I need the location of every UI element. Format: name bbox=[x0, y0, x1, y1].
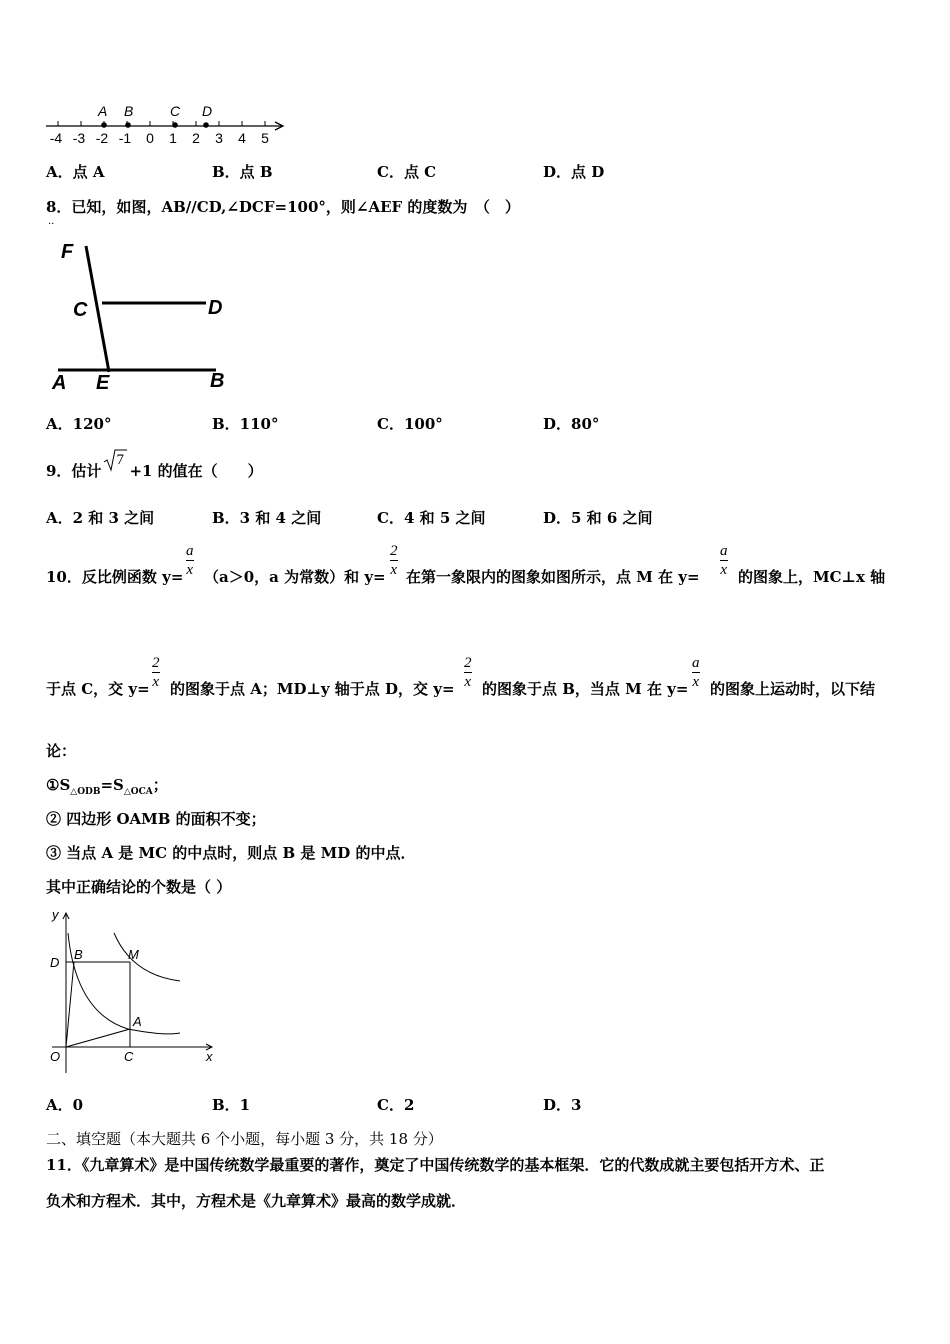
s1-mid: =S bbox=[100, 776, 124, 794]
fraction-a-over-x bbox=[692, 655, 700, 690]
q9-stem-post: +1 的值在（ ） bbox=[129, 462, 263, 480]
tick-label: -4 bbox=[49, 130, 63, 146]
q10-statement-3: ③ 当点 A 是 MC 的中点时，则点 B 是 MD 的中点． bbox=[46, 844, 416, 862]
point-a-dot bbox=[101, 122, 107, 128]
tick-label: 1 bbox=[169, 130, 177, 146]
q10-line3: 论： bbox=[46, 742, 77, 760]
fraction-a-over-x bbox=[720, 543, 728, 578]
q9-option-a: A．2 和 3 之间 bbox=[46, 509, 155, 527]
label-c: C bbox=[124, 1049, 134, 1064]
q10-line1-part4: 的图象上，MC⊥x 轴 bbox=[738, 568, 886, 586]
q10-statement-1 bbox=[46, 774, 168, 797]
label-c: C bbox=[170, 103, 181, 119]
q7-option-b: B．点 B bbox=[212, 163, 273, 181]
q10-line2-part3: 的图象于点 B，当点 M 在 y= bbox=[482, 680, 689, 698]
label-c: C bbox=[73, 299, 88, 321]
q11-line1: 11．《九章算术》是中国传统数学最重要的著作，奠定了中国传统数学的基本框架．它的代数成就主要包括开方术、正 bbox=[46, 1156, 825, 1174]
q7-option-c: C．点 C bbox=[377, 163, 437, 181]
label-a: A bbox=[52, 372, 67, 394]
fraction-2-over-x bbox=[464, 655, 472, 690]
label-o: O bbox=[50, 1049, 61, 1064]
frac-den: x bbox=[720, 562, 728, 578]
frac-num: 2 bbox=[152, 655, 160, 671]
q10-line1-part2: （a＞0，a 为常数）和 y= bbox=[204, 568, 386, 586]
fraction-a-over-x bbox=[186, 543, 194, 578]
label-f: F bbox=[61, 241, 74, 263]
frac-den: x bbox=[186, 562, 194, 578]
q10-option-b: B．1 bbox=[212, 1096, 251, 1114]
section-2-heading: 二、填空题（本大题共 6 个小题，每小题 3 分，共 18 分） bbox=[46, 1130, 443, 1148]
q10-line2-part2: 的图象于点 A；MD⊥y 轴于点 D，交 y= bbox=[170, 680, 455, 698]
q10-line2-part4: 的图象上运动时，以下结 bbox=[710, 680, 876, 698]
q8-stem: 8．已知，如图，AB//CD,∠DCF=100°，则∠AEF 的度数为 （ ） bbox=[46, 198, 520, 216]
label-d: D bbox=[202, 103, 213, 119]
tick-label: -3 bbox=[72, 130, 86, 146]
q9-option-c: C．4 和 5 之间 bbox=[377, 509, 486, 527]
q10-question: 其中正确结论的个数是（ ） bbox=[46, 878, 232, 896]
point-d-dot bbox=[203, 122, 209, 128]
fraction-2-over-x bbox=[152, 655, 160, 690]
q10-statement-2: ② 四边形 OAMB 的面积不变； bbox=[46, 810, 266, 828]
tick-label: 0 bbox=[146, 130, 154, 146]
label-a: A bbox=[133, 1014, 142, 1029]
q10-line1-part3: 在第一象限内的图象如图所示，点 M 在 y= bbox=[406, 568, 700, 586]
label-b: B bbox=[74, 947, 83, 962]
s1-prefix: ①S bbox=[46, 776, 71, 794]
tick-label: 3 bbox=[215, 130, 223, 146]
q11-line2: 负术和方程术．其中，方程术是《九章算术》最高的数学成就． bbox=[46, 1192, 467, 1210]
q8-option-a: A．120° bbox=[46, 415, 112, 433]
label-m: M bbox=[128, 947, 139, 962]
q9-option-d: D．5 和 6 之间 bbox=[543, 509, 653, 527]
frac-num: a bbox=[720, 543, 728, 559]
label-b: B bbox=[210, 370, 225, 392]
q7-option-d: D．点 D bbox=[543, 163, 605, 181]
sqrt-expression bbox=[103, 452, 127, 476]
point-c-dot bbox=[172, 122, 178, 128]
tick-label: 5 bbox=[261, 130, 269, 146]
point-b-dot bbox=[125, 122, 131, 128]
q9-stem-pre: 9．估计 bbox=[46, 462, 102, 480]
q10-line2-part1: 于点 C，交 y= bbox=[46, 680, 150, 698]
s1-sub-odb: △ODB bbox=[70, 787, 101, 797]
frac-den: x bbox=[692, 674, 700, 690]
label-d: D bbox=[50, 955, 60, 970]
q10-line1-part1: 10．反比例函数 y= bbox=[46, 568, 184, 586]
q9-option-b: B．3 和 4 之间 bbox=[212, 509, 322, 527]
frac-num: 2 bbox=[390, 543, 398, 559]
tick-label: -1 bbox=[118, 130, 132, 146]
frac-den: x bbox=[464, 674, 472, 690]
s1-sub-oca: △OCA bbox=[123, 787, 153, 797]
q7-option-a: A．点 A bbox=[46, 163, 105, 181]
radicand: 7 bbox=[116, 452, 124, 468]
frac-den: x bbox=[390, 562, 398, 578]
tick-label: 4 bbox=[238, 130, 246, 146]
q8-figure bbox=[46, 236, 236, 396]
q8-option-c: C．100° bbox=[377, 415, 443, 433]
q9-stem bbox=[46, 452, 263, 481]
number-line-figure bbox=[44, 100, 289, 148]
tick-label: 2 bbox=[192, 130, 200, 146]
frac-num: a bbox=[692, 655, 700, 671]
q8-option-d: D．80° bbox=[543, 415, 600, 433]
label-y: y bbox=[52, 907, 59, 922]
label-e: E bbox=[96, 372, 110, 394]
q10-option-c: C．2 bbox=[377, 1096, 415, 1114]
q8-dots: ·· bbox=[48, 219, 55, 230]
frac-num: a bbox=[186, 543, 194, 559]
label-a: A bbox=[98, 103, 108, 119]
label-x: x bbox=[206, 1049, 213, 1064]
fraction-2-over-x bbox=[390, 543, 398, 578]
label-d: D bbox=[208, 297, 223, 319]
q10-option-d: D．3 bbox=[543, 1096, 582, 1114]
s1-suffix: ； bbox=[152, 776, 168, 794]
q10-graph bbox=[44, 905, 224, 1077]
q10-option-a: A．0 bbox=[46, 1096, 84, 1114]
frac-den: x bbox=[152, 674, 160, 690]
frac-num: 2 bbox=[464, 655, 472, 671]
tick-label: -2 bbox=[95, 130, 109, 146]
label-b: B bbox=[124, 103, 134, 119]
q8-option-b: B．110° bbox=[212, 415, 279, 433]
